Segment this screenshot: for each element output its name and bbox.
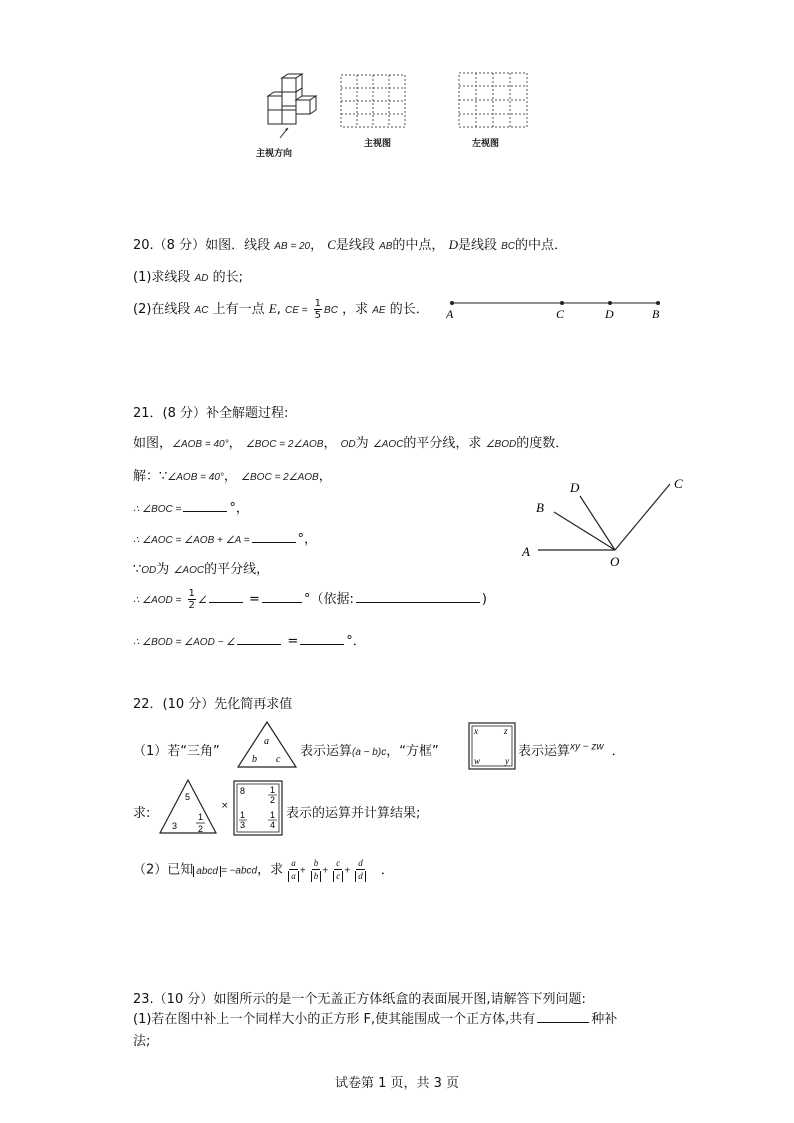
times-sign: × (221, 801, 229, 811)
solution-line-4: ∵OD为 ∠AOC的平分线， (133, 562, 270, 577)
svg-text:1: 1 (198, 812, 204, 822)
vertex-o-label: O (610, 554, 620, 569)
solution-line-3: ∴ ∠AOC = ∠AOB + ∠A = °， (133, 532, 318, 547)
point-c-label: C (556, 307, 565, 321)
front-view-label: 主视图 (364, 139, 392, 149)
svg-text:5: 5 (185, 792, 191, 802)
q22-part1-prefix: （1）若“三角” (133, 744, 220, 759)
svg-text:a: a (264, 736, 269, 747)
svg-text:x: x (474, 726, 478, 736)
left-view-label: 左视图 (472, 139, 500, 149)
answer-blank[interactable] (183, 499, 227, 512)
view-direction-label: 主视方向 (256, 149, 293, 159)
svg-text:2: 2 (198, 824, 204, 834)
cube-stack-figure (258, 72, 328, 142)
q22-ask-label: 求: (133, 806, 151, 821)
box-example (233, 780, 283, 836)
solution-line-2: ∴ ∠BOC = °， (133, 501, 249, 516)
fraction-one-half: $\frac{1}{2}$ (188, 588, 195, 611)
answer-blank[interactable] (237, 632, 281, 645)
svg-text:b: b (252, 754, 257, 765)
angle-figure (518, 472, 698, 572)
reason-blank[interactable] (356, 590, 480, 603)
fraction-one-fifth: $\frac{1}{5}$ (314, 298, 322, 321)
answer-blank[interactable] (262, 590, 302, 603)
question-23-part-1-cont: 法; (133, 1034, 151, 1049)
front-view-grid (340, 74, 410, 130)
q22-part2: （2）已知 abcd = −abcd，求 $\frac{a}{a}$ + $\frac{b}{b}$ + $\frac{c}{c}$ + $\frac{d}{d}$ ． (133, 858, 394, 881)
question-23-part-1: (1)若在图中补上一个同样大小的正方形 F,使其能围成一个正方体,共有 种补 (133, 1012, 618, 1027)
question-23-title: 23.（10 分）如图所示的是一个无盖正方体纸盒的表面展开图,请解答下列问题: (133, 992, 586, 1007)
segment-ab-figure (446, 295, 666, 321)
question-20-part-2: (2)在线段 AC 上有一点 E, CE = $\frac{1}{5}$ BC ，求 AE 的长． (133, 298, 429, 321)
page-footer: 试卷第 1 页，共 3 页 (334, 1076, 460, 1091)
answer-blank[interactable] (537, 1010, 589, 1023)
svg-text:w: w (474, 756, 481, 766)
ray-a-label: A (522, 544, 530, 559)
solution-line-5: ∴ ∠AOD = $\frac{1}{2}$ ∠ = °（依据: ) (133, 588, 487, 611)
svg-text:4: 4 (270, 820, 276, 830)
box-operator-icon (468, 722, 516, 770)
question-20-part-1: (1)求线段 AD 的长; (133, 270, 243, 285)
svg-text:z: z (504, 726, 508, 736)
svg-text:1: 1 (270, 810, 276, 820)
q22-ask-suffix: 表示的运算并计算结果; (286, 806, 421, 821)
svg-text:1: 1 (270, 785, 276, 795)
solution-line-1: 解：∵∠AOB = 40°， ∠BOC = 2∠AOB， (133, 469, 332, 484)
triangle-example (158, 778, 218, 836)
svg-text:c: c (276, 754, 281, 765)
answer-blank[interactable] (252, 530, 296, 543)
answer-blank[interactable] (300, 632, 344, 645)
ray-d-label: D (570, 480, 580, 495)
svg-text:3: 3 (172, 821, 178, 831)
solution-line-6: ∴ ∠BOD = ∠AOD − ∠ = °． (133, 634, 366, 649)
svg-text:8: 8 (240, 786, 246, 796)
left-view-grid (458, 72, 532, 130)
figure-19 (250, 70, 550, 160)
point-d-label: D (605, 307, 614, 321)
question-22-title: 22．(10 分）先化简再求值 (133, 697, 293, 712)
answer-blank[interactable] (209, 590, 243, 603)
svg-text:3: 3 (240, 820, 246, 830)
point-a-label: A (446, 307, 454, 321)
ray-b-label: B (536, 500, 544, 515)
q22-part1-suffix: 表示运算$^{xy - zw}$ ． (518, 741, 625, 759)
triangle-operator-icon (236, 720, 298, 770)
question-21-title: 21．(8 分）补全解题过程: (133, 406, 289, 421)
q22-part1-middle: 表示运算(a − b)c，“方框” (300, 744, 439, 759)
ray-c-label: C (674, 476, 683, 491)
svg-text:2: 2 (270, 795, 276, 805)
question-20-title: 20.（8 分）如图．线段 AB = 20， C是线段 AB的中点， D是线段 BC的中点． (133, 237, 568, 253)
svg-text:1: 1 (240, 810, 246, 820)
svg-text:y: y (505, 756, 509, 766)
question-21-statement: 如图，∠AOB = 40°， ∠BOC = 2∠AOB， OD为 ∠AOC的平分线，求 ∠BOD的度数． (133, 436, 569, 451)
point-b-label: B (652, 307, 660, 321)
